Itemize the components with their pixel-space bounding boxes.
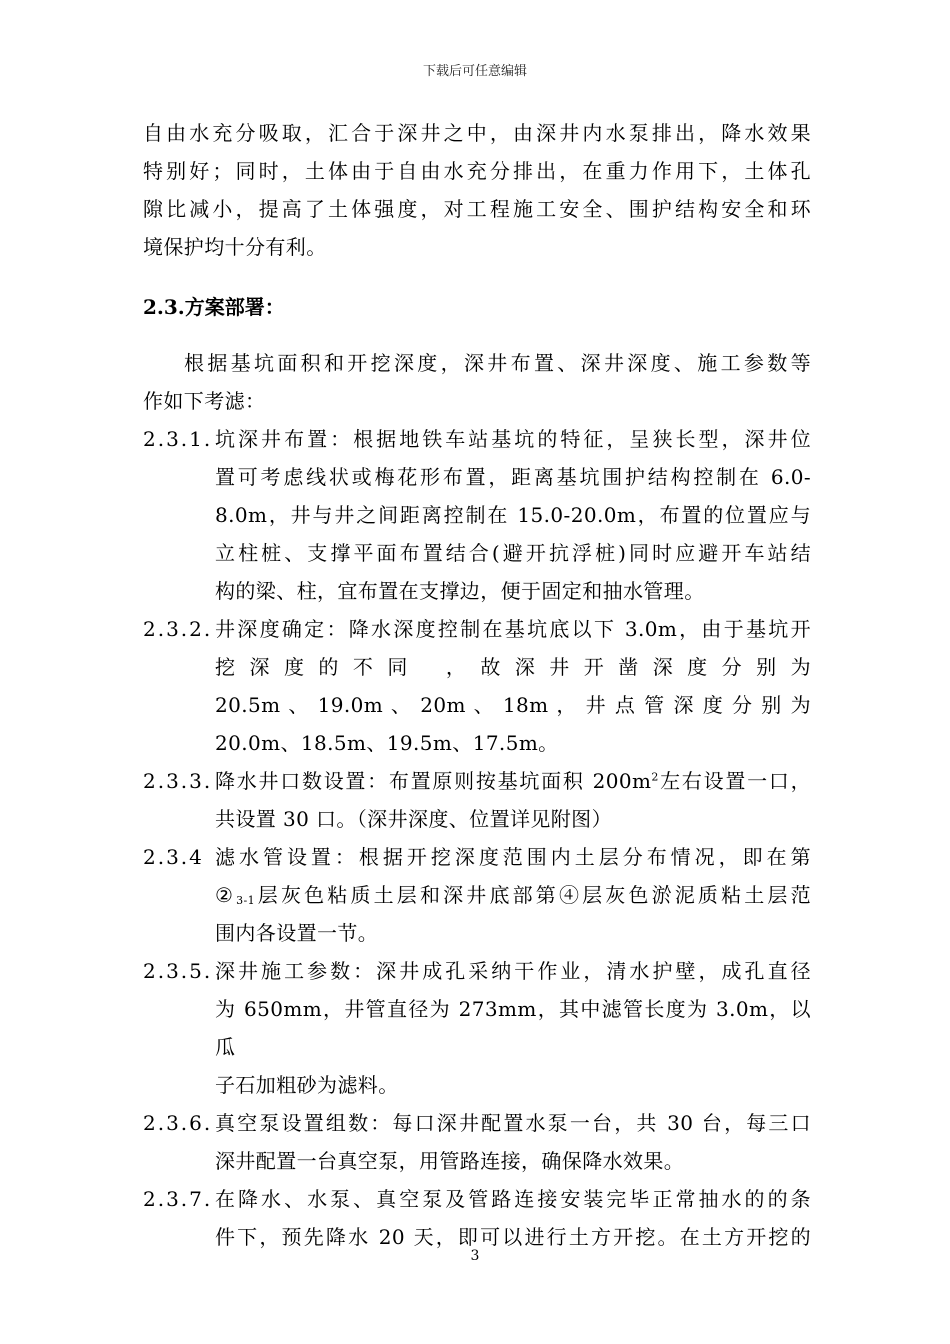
list-item — [143, 762, 811, 838]
item-number: 2.3.2. — [143, 617, 213, 641]
item-line: 子石加粗砂为滤料。 — [215, 1073, 399, 1097]
list-item — [143, 952, 811, 1104]
superscript: 2 — [651, 770, 659, 784]
item-number: 2.3.6. — [143, 1111, 213, 1135]
list-item — [143, 610, 811, 762]
item-line — [215, 876, 811, 914]
item-line: 20.0m、18.5m、19.5m、17.5m。 — [215, 731, 559, 755]
item-line: 置可考虑线状或梅花形布置，距离基坑围护结构控制在 6.0- — [215, 465, 811, 489]
item-line-text: 层灰色粘质土层和深井底部第④层灰色淤泥质粘土层范 — [255, 883, 811, 907]
item-number: 2.3.7. — [143, 1187, 213, 1211]
list-item — [143, 1180, 811, 1256]
intro-line: 特别好；同时，土体由于自由水充分排出，在重力作用下，土体孔 — [143, 159, 811, 183]
item-line: 围内各设置一节。 — [215, 921, 379, 945]
subscript: 3-1 — [236, 894, 256, 907]
item-line: 为 650mm，井管直径为 273mm，其中滤管长度为 3.0m，以瓜 — [215, 997, 811, 1059]
item-number: 2.3.1. — [143, 427, 213, 451]
item-line: 20.5m 、 19.0m 、 20m 、 18m ， 井 点 管 深 度 分 别 为 — [215, 693, 811, 717]
lead-line: 作如下考滤： — [143, 389, 266, 413]
page-number: 3 — [470, 1248, 480, 1264]
item-line: 共设置 30 口。（深井深度、位置详见附图） — [215, 807, 612, 831]
item-number: 2.3.3. — [143, 769, 213, 793]
item-line — [215, 762, 811, 800]
page-header: 下载后可任意编辑 — [422, 64, 527, 79]
list-item — [143, 420, 811, 610]
item-number: 2.3.4 — [143, 845, 204, 869]
item-line: 真空泵设置组数：每口深井配置水泵一台，共 30 台，每三口 — [215, 1111, 811, 1135]
section-heading: 2.3.方案部署： — [143, 295, 285, 319]
list-item — [143, 1104, 811, 1180]
item-line: 深井配置一台真空泵，用管路连接，确保降水效果。 — [215, 1149, 685, 1173]
item-number: 2.3.5. — [143, 959, 213, 983]
item-line-text: ② — [215, 883, 237, 907]
item-line: 在降水、水泵、真空泵及管路连接安装完毕正常抽水的的条 — [215, 1187, 811, 1211]
list-item — [143, 838, 811, 952]
item-line: 立柱桩、支撑平面布置结合(避开抗浮桩)同时应避开车站结 — [215, 541, 811, 565]
item-line: 滤水管设置：根据开挖深度范围内土层分布情况，即在第 — [215, 845, 811, 869]
item-line: 坑深井布置：根据地铁车站基坑的特征，呈狭长型，深井位 — [215, 427, 811, 451]
item-line: 构的梁、柱，宜布置在支撑边，便于固定和抽水管理。 — [215, 579, 705, 603]
section-lead — [143, 344, 811, 420]
lead-line: 根据基坑面积和开挖深度，深井布置、深井深度、施工参数等 — [184, 351, 811, 375]
intro-paragraph — [143, 114, 811, 266]
document-body — [143, 114, 811, 1256]
intro-line: 境保护均十分有利。 — [143, 235, 327, 259]
intro-line: 隙比减小，提高了土体强度，对工程施工安全、围护结构安全和环 — [143, 197, 811, 221]
item-line: 挖 深 度 的 不 同 ， 故 深 井 开 凿 深 度 分 别 为 — [215, 655, 811, 679]
item-line: 件下，预先降水 20 天，即可以进行土方开挖。在土方开挖的 — [215, 1225, 811, 1249]
item-line-text: 左右设置一口， — [658, 769, 811, 793]
item-line: 深井施工参数：深井成孔采纳干作业，清水护壁，成孔直径 — [215, 959, 811, 983]
item-line: 8.0m，井与井之间距离控制在 15.0-20.0m，布置的位置应与 — [215, 503, 811, 527]
item-line-text: 降水井口数设置：布置原则按基坑面积 200m — [215, 769, 652, 793]
intro-line: 自由水充分吸取，汇合于深井之中，由深井内水泵排出，降水效果 — [143, 121, 811, 145]
item-line: 井深度确定：降水深度控制在基坑底以下 3.0m，由于基坑开 — [215, 617, 811, 641]
